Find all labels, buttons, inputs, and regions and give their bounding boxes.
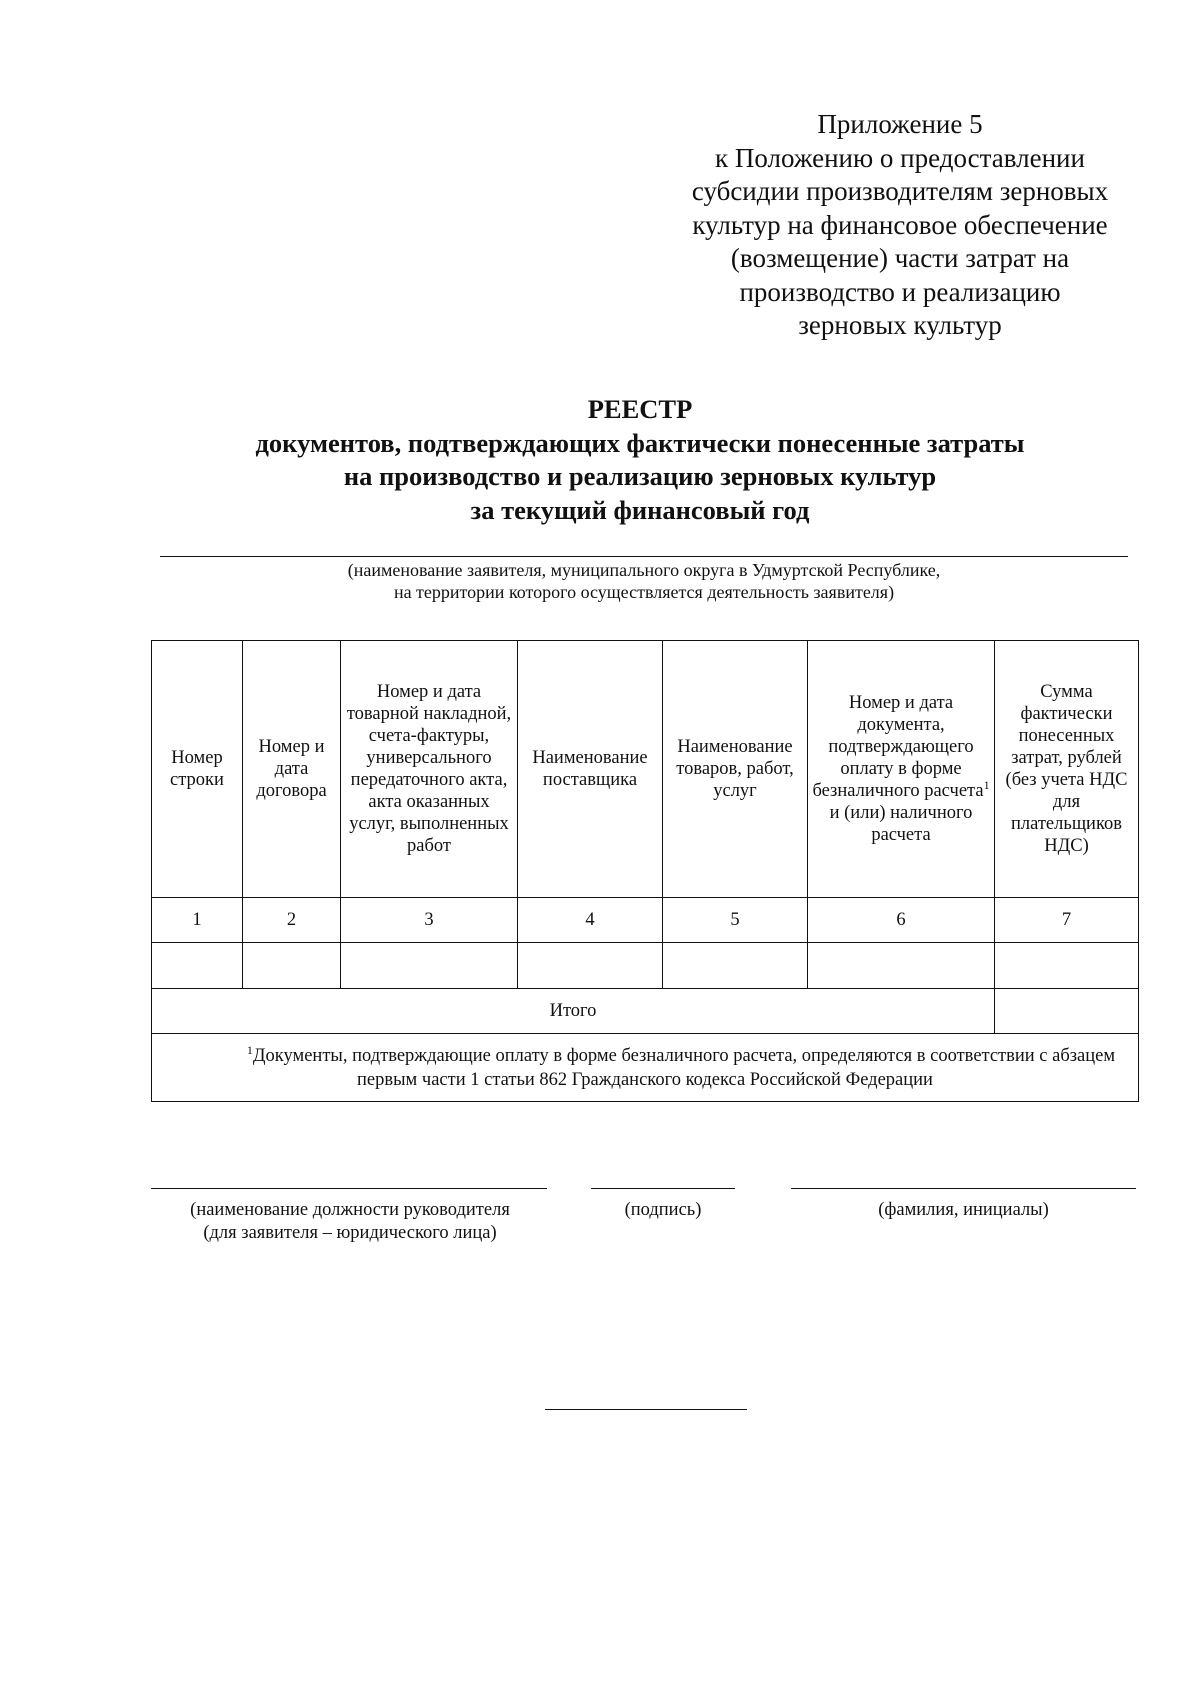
column-number: 3 <box>341 898 518 943</box>
header-cell: Номер строки <box>152 641 243 898</box>
position-caption-line: (наименование должности руководителя <box>190 1200 510 1220</box>
footnote-mark: 1 <box>246 1042 253 1057</box>
column-number: 7 <box>995 898 1139 943</box>
empty-cell <box>243 943 341 989</box>
header-cell: Номер и дата товарной накладной, счета-фактуры, универсального передаточного акта, акта оказанных услуг, выполненных работ <box>341 641 518 898</box>
title-line: документов, подтверждающих фактически понесенные затраты <box>255 427 1025 458</box>
empty-cell <box>663 943 808 989</box>
empty-cell <box>808 943 995 989</box>
header-cell: Номер и дата договора <box>243 641 341 898</box>
column-number: 6 <box>808 898 995 943</box>
appendix-line: культур на финансовое обеспечение <box>692 209 1108 240</box>
total-value-cell <box>995 989 1139 1034</box>
table-row <box>152 943 1139 989</box>
document-title <box>150 393 1130 527</box>
column-number: 1 <box>152 898 243 943</box>
total-row <box>152 989 1139 1034</box>
empty-cell <box>518 943 663 989</box>
appendix-line: к Положению о предоставлении <box>715 142 1085 173</box>
empty-cell <box>995 943 1139 989</box>
appendix-line: субсидии производителям зерновых <box>691 176 1109 206</box>
footnote <box>152 1034 1139 1102</box>
end-separator-line <box>545 1409 747 1410</box>
footnote-row <box>152 1034 1139 1102</box>
applicant-caption <box>160 559 1128 603</box>
appendix-block <box>640 108 1160 343</box>
header-cell <box>808 641 995 898</box>
name-caption: (фамилия, инициалы) <box>878 1200 1049 1220</box>
empty-cell <box>341 943 518 989</box>
appendix-line: (возмещение) части затрат на <box>730 243 1070 273</box>
title-line: за текущий финансовый год <box>470 494 810 525</box>
registry-table <box>151 640 1139 1102</box>
header-cell: Наименование товаров, работ, услуг <box>663 641 808 898</box>
header-text-tail: и (или) наличного расчета <box>829 803 973 845</box>
position-signature-line <box>151 1188 547 1189</box>
applicant-caption-line: (наименование заявителя, муниципального округа в Удмуртской Республике, <box>347 560 941 580</box>
column-number-row <box>152 898 1139 943</box>
header-cell: Наименование поставщика <box>518 641 663 898</box>
column-number: 5 <box>663 898 808 943</box>
signature-line <box>591 1188 735 1189</box>
position-caption <box>140 1199 560 1245</box>
title-heading: РЕЕСТР <box>587 394 693 424</box>
applicant-name-line <box>160 556 1128 557</box>
appendix-line: зерновых культур <box>798 310 1002 340</box>
appendix-line: производство и реализацию <box>739 276 1061 307</box>
applicant-caption-line: на территории которого осуществляется деятельность заявителя) <box>393 582 895 602</box>
name-signature-line <box>791 1188 1136 1189</box>
appendix-line: Приложение 5 <box>817 109 983 139</box>
column-number: 2 <box>243 898 341 943</box>
position-caption-line: (для заявителя – юридического лица) <box>203 1223 497 1243</box>
header-text: Номер и дата документа, подтверждающего оплату в форме безналичного расчета <box>812 693 984 801</box>
signature-caption: (подпись) <box>624 1200 702 1220</box>
empty-cell <box>152 943 243 989</box>
footnote-text: Документы, подтверждающие оплату в форме безналичного расчета, определяются в соответствии с абзацем первым части 1 статьи 862 Гражданского кодекса Российской Федерации <box>252 1045 1116 1090</box>
header-cell: Сумма фактически понесенных затрат, рублей (без учета НДС для плательщиков НДС) <box>995 641 1139 898</box>
table-header-row <box>152 641 1139 898</box>
column-number: 4 <box>518 898 663 943</box>
total-label: Итого <box>152 989 995 1034</box>
title-line: на производство и реализацию зерновых культур <box>343 461 937 491</box>
footnote-mark: 1 <box>983 777 990 792</box>
